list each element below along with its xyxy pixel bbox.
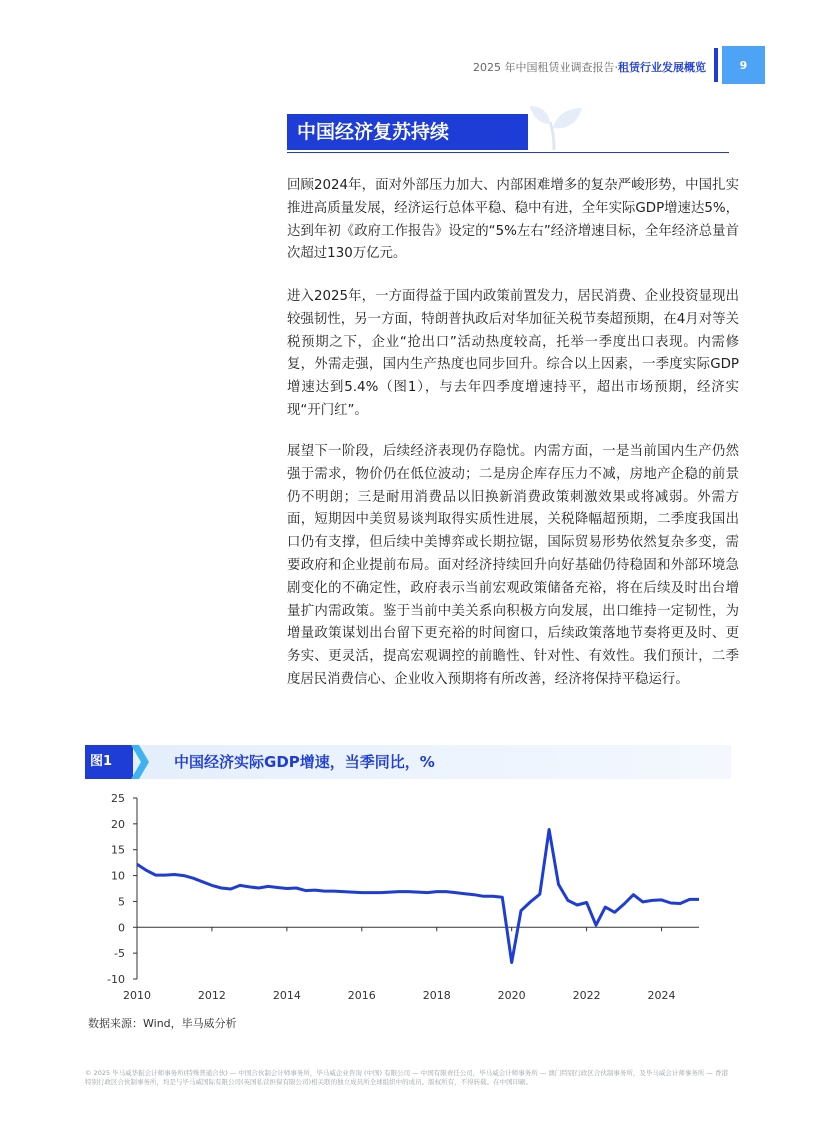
title-underline: [287, 152, 729, 153]
x-tick-label: 2012: [197, 989, 226, 1002]
copyright-footer: © 2025 毕马威华振会计师事务所(特殊普通合伙) — 中国合伙制会计师事务所，毕马威企业咨询 (中国) 有限公司 — 中国有限责任公司，毕马威会计师事务所 — 澳门特别行政区合伙制事务所，及毕马威会计师事务所 — 香港特别行政区合伙制事务所，均是与毕马威国际有限公司(英国私营担保有限公司)相关联的独立成员所全球组织中的成员。版权所有，不得转载。在中国印刷。: [85, 1069, 728, 1086]
y-tick-label: -5: [114, 947, 125, 961]
chart-tick-labels: [107, 792, 676, 1002]
paragraph-2024-review: 回顾2024年，面对外部压力加大、内部困难增多的复杂严峻形势，中国扎实推进高质量发展，经济运行总体平稳、稳中有进，全年实际GDP增速达5%，达到年初《政府工作报告》设定的“5%左右”经济增速目标，全年经济总量首次超过130万亿元。: [287, 178, 739, 262]
paragraph-2025-q1: 进入2025年，一方面得益于国内政策前置发力，居民消费、企业投资显现出较强韧性，另一方面，特朗普执政后对华加征关税节奏超预期，在4月对等关税预期之下，企业“抢出口”活动热度较高，托举一季度出口表现。内需修复，外需走强，国内生产热度也同步回升。综合以上因素，一季度实际GDP增速达到5.4%（图1），与去年四季度增速持平，超出市场预期，经济实现“开门红”。: [287, 289, 739, 418]
y-tick-label: 0: [118, 921, 125, 935]
y-tick-label: 20: [111, 817, 125, 831]
y-tick-label: -10: [107, 973, 125, 986]
y-tick-label: 15: [111, 843, 125, 857]
x-tick-label: 2020: [497, 989, 526, 1002]
sprout-icon: [526, 102, 586, 152]
x-tick-label: 2018: [422, 989, 451, 1002]
x-tick-label: 2022: [572, 989, 601, 1002]
header-divider: [714, 48, 718, 82]
y-tick-label: 10: [111, 869, 125, 883]
x-tick-label: 2010: [123, 989, 151, 1002]
figure-label: 图1: [85, 745, 133, 779]
x-tick-label: 2016: [347, 989, 376, 1002]
y-tick-label: 25: [111, 792, 125, 805]
section-title: 中国经济复苏持续: [287, 114, 528, 150]
gdp-growth-series-line: [137, 830, 699, 963]
x-tick-label: 2014: [272, 989, 301, 1002]
paragraph-outlook: 展望下一阶段，后续经济表现仍存隐忧。内需方面，一是当前国内生产仍然强于需求，物价仍在低位波动；二是房企库存压力不减，房地产企稳的前景仍不明朗；三是耐用消费品以旧换新消费政策刺激效果或将减弱。外需方面，短期因中美贸易谈判取得实质性进展，关税降幅超预期，二季度我国出口仍有支撑，但后续中美博弈或长期拉锯，国际贸易形势依然复杂多变，需要政府和企业提前布局。面对经济持续回升向好基础仍待稳固和外部环境急剧变化的不确定性，政府表示当前宏观政策储备充裕，将在后续及时出台增量扩内需政策。鉴于当前中美关系向积极方向发展，出口维持一定韧性，为增量政策谋划出台留下更充裕的时间窗口，后续政策落地节奏将更及时、更务实、更灵活，提高宏观调控的前瞻性、针对性、有效性。我们预计，二季度居民消费信心、企业收入预期将有所改善，经济将保持平稳运行。: [287, 444, 739, 687]
running-header: [380, 59, 706, 75]
page-number: 9: [722, 46, 765, 84]
chapter-title: 租赁行业发展概览: [618, 61, 706, 74]
figure-source: 数据来源：Wind，毕马威分析: [88, 1017, 237, 1030]
gdp-growth-line-chart: [85, 786, 725, 1008]
report-title: 2025 年中国租赁业调查报告·: [473, 61, 618, 74]
y-tick-label: 5: [118, 895, 125, 909]
figure-title: 中国经济实际GDP增速，当季同比，%: [174, 753, 435, 771]
x-tick-label: 2024: [647, 989, 676, 1002]
chevron-right-icon: [131, 745, 151, 779]
